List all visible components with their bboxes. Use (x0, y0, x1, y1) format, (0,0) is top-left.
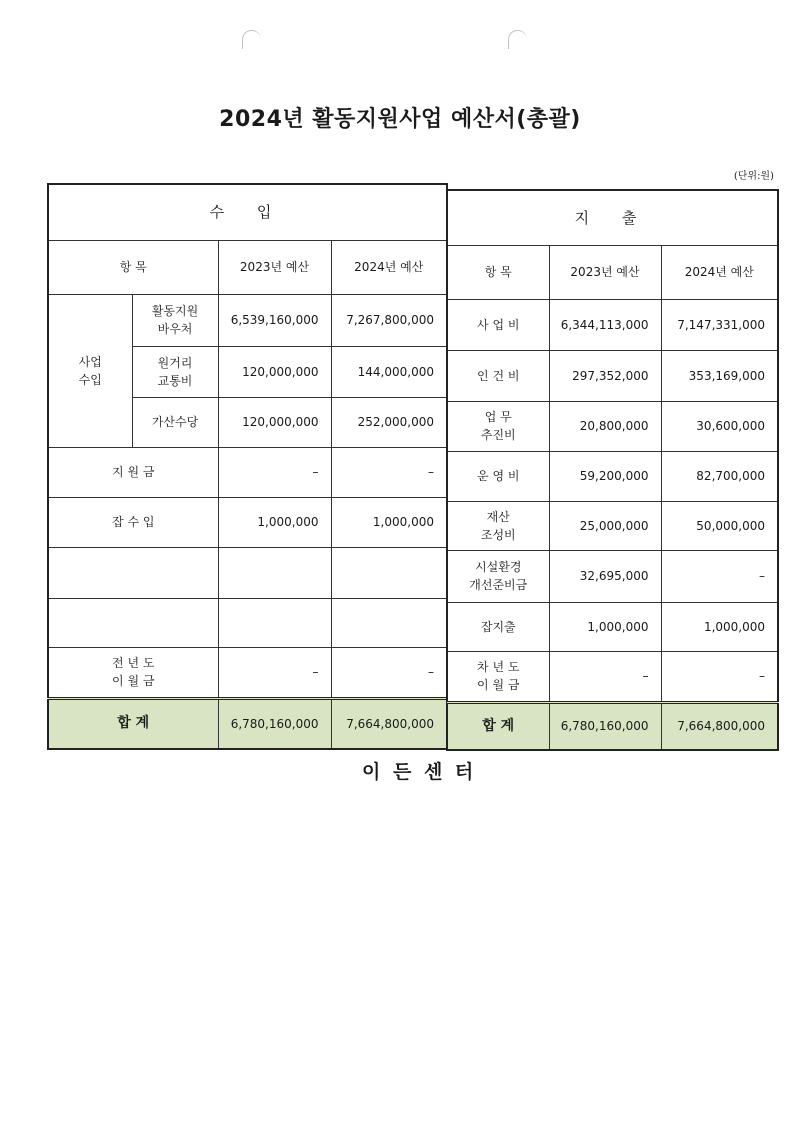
expense-value-2023: 59,200,000 (549, 451, 661, 501)
income-item: 잡 수 입 (48, 497, 218, 547)
unit-label: (단위:원) (733, 171, 774, 182)
income-value-2024: 7,267,800,000 (331, 294, 447, 346)
expense-value-2023: 6,344,113,000 (549, 299, 661, 350)
expense-value-2023: 20,800,000 (549, 401, 661, 451)
expense-value-2024: 30,600,000 (661, 401, 778, 451)
expense-heading: 지 출 (447, 190, 778, 245)
expense-total-2024: 7,664,800,000 (661, 702, 778, 750)
expense-item: 차 년 도 이 월 금 (447, 651, 549, 702)
income-value-2023: 120,000,000 (218, 346, 331, 397)
income-value-2024: 1,000,000 (331, 497, 447, 547)
expense-col-2024: 2024년 예산 (661, 245, 778, 299)
expense-item: 잡지출 (447, 602, 549, 651)
income-col-item: 항 목 (48, 240, 218, 294)
expense-value-2023: 32,695,000 (549, 550, 661, 602)
punch-hole-left (242, 30, 261, 49)
income-item (48, 598, 218, 647)
expense-item: 사 업 비 (447, 299, 549, 350)
income-value-2023: 120,000,000 (218, 397, 331, 447)
expense-item: 시설환경 개선준비금 (447, 550, 549, 602)
income-sub-item: 활동지원 바우처 (132, 294, 218, 346)
expense-value-2024: 50,000,000 (661, 501, 778, 550)
income-value-2023: – (218, 447, 331, 497)
expense-value-2023: 1,000,000 (549, 602, 661, 651)
expense-item: 인 건 비 (447, 350, 549, 401)
income-item (48, 547, 218, 598)
income-value-2024 (331, 547, 447, 598)
expense-total-label: 합 계 (447, 702, 549, 750)
page-title: 2024년 활동지원사업 예산서(총괄) (219, 107, 581, 132)
expense-value-2023: 297,352,000 (549, 350, 661, 401)
income-value-2023: 1,000,000 (218, 497, 331, 547)
income-sub-item: 원거리 교통비 (132, 346, 218, 397)
expense-value-2024: 7,147,331,000 (661, 299, 778, 350)
income-total-2024: 7,664,800,000 (331, 698, 447, 749)
income-total-label: 합 계 (48, 698, 218, 749)
income-total-2023: 6,780,160,000 (218, 698, 331, 749)
income-value-2024: – (331, 647, 447, 698)
expense-item: 운 영 비 (447, 451, 549, 501)
income-sub-item: 가산수당 (132, 397, 218, 447)
income-value-2024: 144,000,000 (331, 346, 447, 397)
expense-total-2023: 6,780,160,000 (549, 702, 661, 750)
income-value-2024 (331, 598, 447, 647)
expense-table (446, 189, 779, 751)
income-value-2023: – (218, 647, 331, 698)
income-item: 지 원 금 (48, 447, 218, 497)
expense-item: 재산 조성비 (447, 501, 549, 550)
income-value-2024: – (331, 447, 447, 497)
income-value-2023 (218, 547, 331, 598)
expense-value-2024: 1,000,000 (661, 602, 778, 651)
income-col-2024: 2024년 예산 (331, 240, 447, 294)
punch-hole-right (508, 30, 527, 49)
expense-col-2023: 2023년 예산 (549, 245, 661, 299)
expense-value-2024: – (661, 550, 778, 602)
expense-value-2024: – (661, 651, 778, 702)
income-value-2023: 6,539,160,000 (218, 294, 331, 346)
income-value-2024: 252,000,000 (331, 397, 447, 447)
expense-value-2024: 82,700,000 (661, 451, 778, 501)
expense-col-item: 항 목 (447, 245, 549, 299)
income-value-2023 (218, 598, 331, 647)
organization-name: 이 든 센 터 (362, 761, 477, 783)
expense-value-2023: – (549, 651, 661, 702)
expense-value-2023: 25,000,000 (549, 501, 661, 550)
expense-value-2024: 353,169,000 (661, 350, 778, 401)
income-col-2023: 2023년 예산 (218, 240, 331, 294)
income-heading: 수 입 (48, 184, 447, 240)
income-table (47, 183, 448, 750)
income-group-label: 사업 수입 (48, 294, 132, 447)
expense-item: 업 무 추진비 (447, 401, 549, 451)
income-item: 전 년 도 이 월 금 (48, 647, 218, 698)
